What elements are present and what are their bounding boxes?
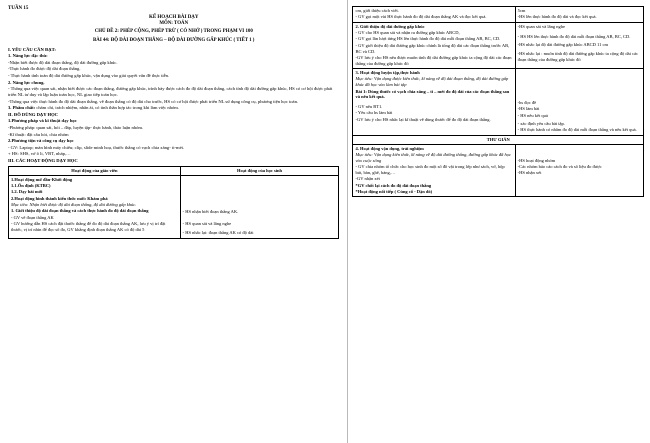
section-4-hs-0: -HS hoạt động nhóm bbox=[517, 157, 556, 163]
section-4-step-1: -GV nhận xét bbox=[355, 176, 380, 182]
spacer bbox=[518, 70, 641, 100]
student-response-2: - HS nhắc lại: đoạn thẳng AK có độ dài bbox=[182, 230, 254, 236]
activity-step-draw: - GV vẽ đoạn thẳng AK bbox=[11, 214, 54, 220]
section-4-next-activity: *Hoạt động nối tiếp ( Củng cố - Dặn dò) bbox=[355, 189, 433, 195]
teacher-activity-cell bbox=[353, 144, 515, 197]
student-response-1: - HS quan sát và lắng nghe bbox=[182, 221, 232, 227]
section-4-hs-2: -HS nhận xét bbox=[517, 170, 542, 176]
document-title: KẾ HOẠCH BÀI DẠY bbox=[148, 14, 199, 20]
table-row bbox=[353, 7, 644, 23]
section-ii-1-heading: 1.Phương pháp và kĩ thuật dạy học bbox=[8, 118, 77, 124]
section-3-objective: Mục tiêu: Vận dụng được kiến thức, kĩ năng về độ dài đoạn thẳng, độ dài đường gấp khúc đã học vào làm bài tập bbox=[355, 76, 509, 88]
teacher-activity-cell bbox=[353, 22, 515, 68]
section-iii-heading: III. CÁC HOẠT ĐỘNG DẠY HỌC bbox=[8, 157, 78, 163]
cont-text-1: - GV gọi một vài HS thực hành đo độ dài đoạn thẳng AK và đọc kết quả. bbox=[355, 14, 487, 20]
teacher-activity-cell bbox=[353, 7, 515, 23]
section-i-3-heading: 3. Phẩm chất: bbox=[8, 105, 36, 111]
section-2-hs-0: -HS quan sát và lắng nghe bbox=[517, 23, 565, 29]
activities-table-continued bbox=[352, 6, 644, 197]
student-activity-cell bbox=[515, 7, 643, 23]
column-header-student: Hoạt động của học sinh bbox=[180, 166, 339, 175]
section-4-heading: 4. Hoạt động vận dụng, trải nghiệm bbox=[355, 145, 424, 151]
section-i-1-item-1: -Thực hành đo được độ dài đoạn thẳng. bbox=[8, 66, 81, 72]
topic-line: CHỦ ĐỀ 2: PHÉP CỘNG, PHÉP TRỪ ( CÓ NHỚ ) TRONG PHẠM VI 100 bbox=[94, 28, 253, 34]
cont-hs-1: -HS lên thực hành đo độ dài và đọc kết quả. bbox=[517, 14, 597, 20]
section-3-step-2: -GV lưu ý cho HS nhắc lại kĩ thuật vẽ dùng thước để đo độ dài đoạn thẳng. bbox=[355, 116, 491, 122]
section-2-step-2: - GV giới thiệu độ dài đường gấp khúc chính là tổng độ dài các đoạn thẳng trước AB, BC và CD. bbox=[355, 42, 510, 54]
section-i-2-item-1: -Thông qua việc thực hành đo độ dài đoạn thẳng, vẽ đoạn thẳng có độ dài cho trước, HS có cơ hội được phát triển NL sử dụng công cụ, phương tiện học toán. bbox=[8, 98, 299, 104]
subject-line: MÔN: TOÁN bbox=[159, 21, 189, 27]
section-3-step-1: - Yêu cầu hs làm bài bbox=[355, 110, 393, 116]
break-row bbox=[353, 135, 644, 144]
section-2-step-1: - GV gọi lần lượt từng HS lên thực hành đo độ dài mỗi đoạn thẳng AB, BC, CD. bbox=[355, 36, 501, 42]
activity-objective: Mục tiêu: Nhận biết được độ dài đoạn thẳng, độ dài đường gấp khúc. bbox=[11, 202, 137, 208]
section-i-3 bbox=[8, 105, 339, 111]
section-3-heading: 3. Hoạt động luyện tập,thực hành bbox=[355, 70, 420, 76]
section-3-hs-0: -hs đọc đề bbox=[517, 100, 537, 106]
section-i-heading: I. YÊU CẦU CẦN ĐẠT: bbox=[8, 46, 56, 52]
section-ii-2-item-1: + HS: SHS, vở ô li, VBT, nháp,… bbox=[8, 151, 71, 157]
section-3-exercise: Bài 1: Dùng thước có vạch chia xăng – ti – mét đo độ dài của các đoạn thẳng sau và nêu kết quả. bbox=[355, 88, 510, 100]
activity-sub-1: 1. Giới thiệu độ dài đoạn thẳng và cách thực hành đo độ dài đoạn thẳng bbox=[11, 208, 149, 214]
table-header-row bbox=[9, 166, 339, 175]
section-2-hs-3: -HS nhắc lại : muốn tính độ dài đường gấp khúc ta cộng độ dài các đoạn thẳng của đường gấp khúc đó bbox=[517, 50, 638, 62]
section-i-2-heading: 2. Năng lực chung. bbox=[8, 79, 45, 85]
teacher-activity-cell bbox=[353, 69, 515, 136]
section-3-hs-1: -HS làm bài bbox=[517, 106, 540, 112]
student-activity-cell bbox=[515, 22, 643, 68]
section-4-step-0: - GV chia nhóm tổ chức cho học sinh đo một số đồ vật trong lớp như sách, vở, hộp bút, bàn, ghế, bảng,… bbox=[355, 164, 505, 176]
section-3-hs-4: - HS thực hành có nhắm đo độ dài mỗi đoạn thẳng và nêu kết quả. bbox=[517, 127, 637, 133]
section-2-step-0: - GV cho HS quan sát và nhận ra đường gấp khúc ABCD, bbox=[355, 30, 460, 36]
teacher-activity-cell bbox=[9, 175, 181, 238]
section-ii-1-item-0: -Phương pháp: quan sát, hỏi – đáp, luyện tập- thực hành, thảo luận nhóm. bbox=[8, 125, 144, 130]
section-ii-heading: II. ĐỒ DÙNG DẠY HỌC bbox=[8, 111, 58, 117]
section-i-2-item-0: - Thông qua việc quan sát, nhận biết được các đoạn thẳng, đường gấp khúc, trình bày được cách đo độ dài đoạn thẳng, cách tính độ dài đường gấp khúc, HS có cơ hội được phát triển NL tư duy và lập luận toán học, NL giao tiếp toán học. bbox=[8, 86, 333, 98]
section-3-hs-3: - xác định yêu cầu bài tập. bbox=[517, 121, 565, 127]
section-ii-2-heading: 2.Phương tiện và công cụ dạy học bbox=[8, 138, 74, 144]
student-response-0: - HS nhận biết đoạn thẳng AK. bbox=[182, 208, 239, 214]
activities-table bbox=[8, 166, 339, 239]
section-2-step-3: -GV lưu ý cho HS nếu được muốn tính độ dài đường gấp khúc ta cộng độ dài các đoạn thẳng của đường gấp khúc đó bbox=[355, 54, 512, 66]
student-activity-cell bbox=[515, 69, 643, 136]
section-2-hs-1: - HS HS lên thực hành đo độ dài mỗi đoạn thẳng AB, BC, CD. bbox=[517, 34, 631, 40]
column-header-teacher: Hoạt động của giáo viên bbox=[9, 166, 181, 175]
section-3-hs-2: - HS nêu kết quả bbox=[517, 112, 548, 118]
lesson-title: BÀI 44: ĐỘ DÀI ĐOẠN THẲNG – ĐỘ DÀI ĐƯỜNG GẤP KHÚC ( TIẾT 1 ) bbox=[93, 38, 255, 44]
week-label: TUẦN 15 bbox=[8, 6, 29, 11]
student-activity-cell bbox=[515, 144, 643, 197]
spacer bbox=[518, 146, 641, 158]
section-ii-1-item-1: -Kĩ thuật: đặt câu hỏi, chia nhóm bbox=[8, 131, 69, 137]
section-4-objective: Mục tiêu: Vận dụng kiến thức, kĩ năng về độ dài đường thẳng, đường gấp khúc đã học vào cuộc sống bbox=[355, 152, 511, 163]
cont-hs-0: 5cm bbox=[517, 8, 526, 13]
section-ii-2-item-0: - GV: Laptop; màn hình máy chiếu; clip, slide minh hoạ, thước thẳng có vạch chia xăng- ti-mét. bbox=[8, 144, 185, 150]
relax-label: THƯ GIÃN bbox=[353, 135, 644, 144]
cont-text-0: cm, giới thiệu cách viết. bbox=[355, 8, 399, 13]
table-row bbox=[353, 69, 644, 136]
activity-1-2: 1.2. Dạy bài mới bbox=[11, 189, 43, 195]
section-i-1-item-2: - Thực hành tính toán độ dài đường gấp khúc, vận dụng vào giải quyết vấn đề thực tiễn. bbox=[8, 73, 170, 78]
spacer-4 bbox=[183, 183, 337, 209]
section-i-1-item-0: -Nhận biết được độ dài đoạn thẳng, độ dài đường gấp khúc. bbox=[8, 59, 118, 65]
section-2-heading: 2. Giới thiệu độ dài đường gấp khúc bbox=[355, 23, 425, 29]
table-row bbox=[9, 175, 339, 238]
activity-1: 1.Hoạt động mở đầu-Khởi động bbox=[11, 176, 73, 182]
section-2-hs-2: -HS nhắc lại độ dài đường gấp khúc ABCD 11 cm bbox=[517, 42, 608, 48]
section-4-hs-1: -Các nhóm báo cáo cách đo và số liệu đo được bbox=[517, 164, 602, 169]
activity-2: 2.Hoạt động hình thành kiến thức mới: Khám phá bbox=[11, 195, 108, 201]
table-row bbox=[353, 22, 644, 68]
activity-1-1: 1.1.Ổn định (KTBC) bbox=[11, 183, 51, 189]
section-i-3-text: chăm chỉ, trách nhiệm, nhân ái, có tinh thần hợp tác trong khi làm việc nhóm. bbox=[36, 105, 179, 111]
section-4-conclusion: *GV chốt lại cách đo độ dài đoạn thẳng bbox=[355, 182, 432, 188]
activity-step-measure: - GV hướng dẫn HS cách đặt thước thẳng để đo độ dài đoạn thẳng AK, lưu ý vị trí đặt thước, vị trí nhìn để đọc số đo, GV khẳng định đoạn thẳng AK có độ dài 5 bbox=[11, 221, 166, 232]
section-3-step-0: - GV nêu BT1. bbox=[355, 103, 383, 109]
section-i-1-heading: 1. Năng lực đặc thù: bbox=[8, 53, 48, 59]
table-row bbox=[353, 144, 644, 197]
right-page-column bbox=[348, 0, 650, 443]
student-activity-cell bbox=[180, 175, 339, 238]
